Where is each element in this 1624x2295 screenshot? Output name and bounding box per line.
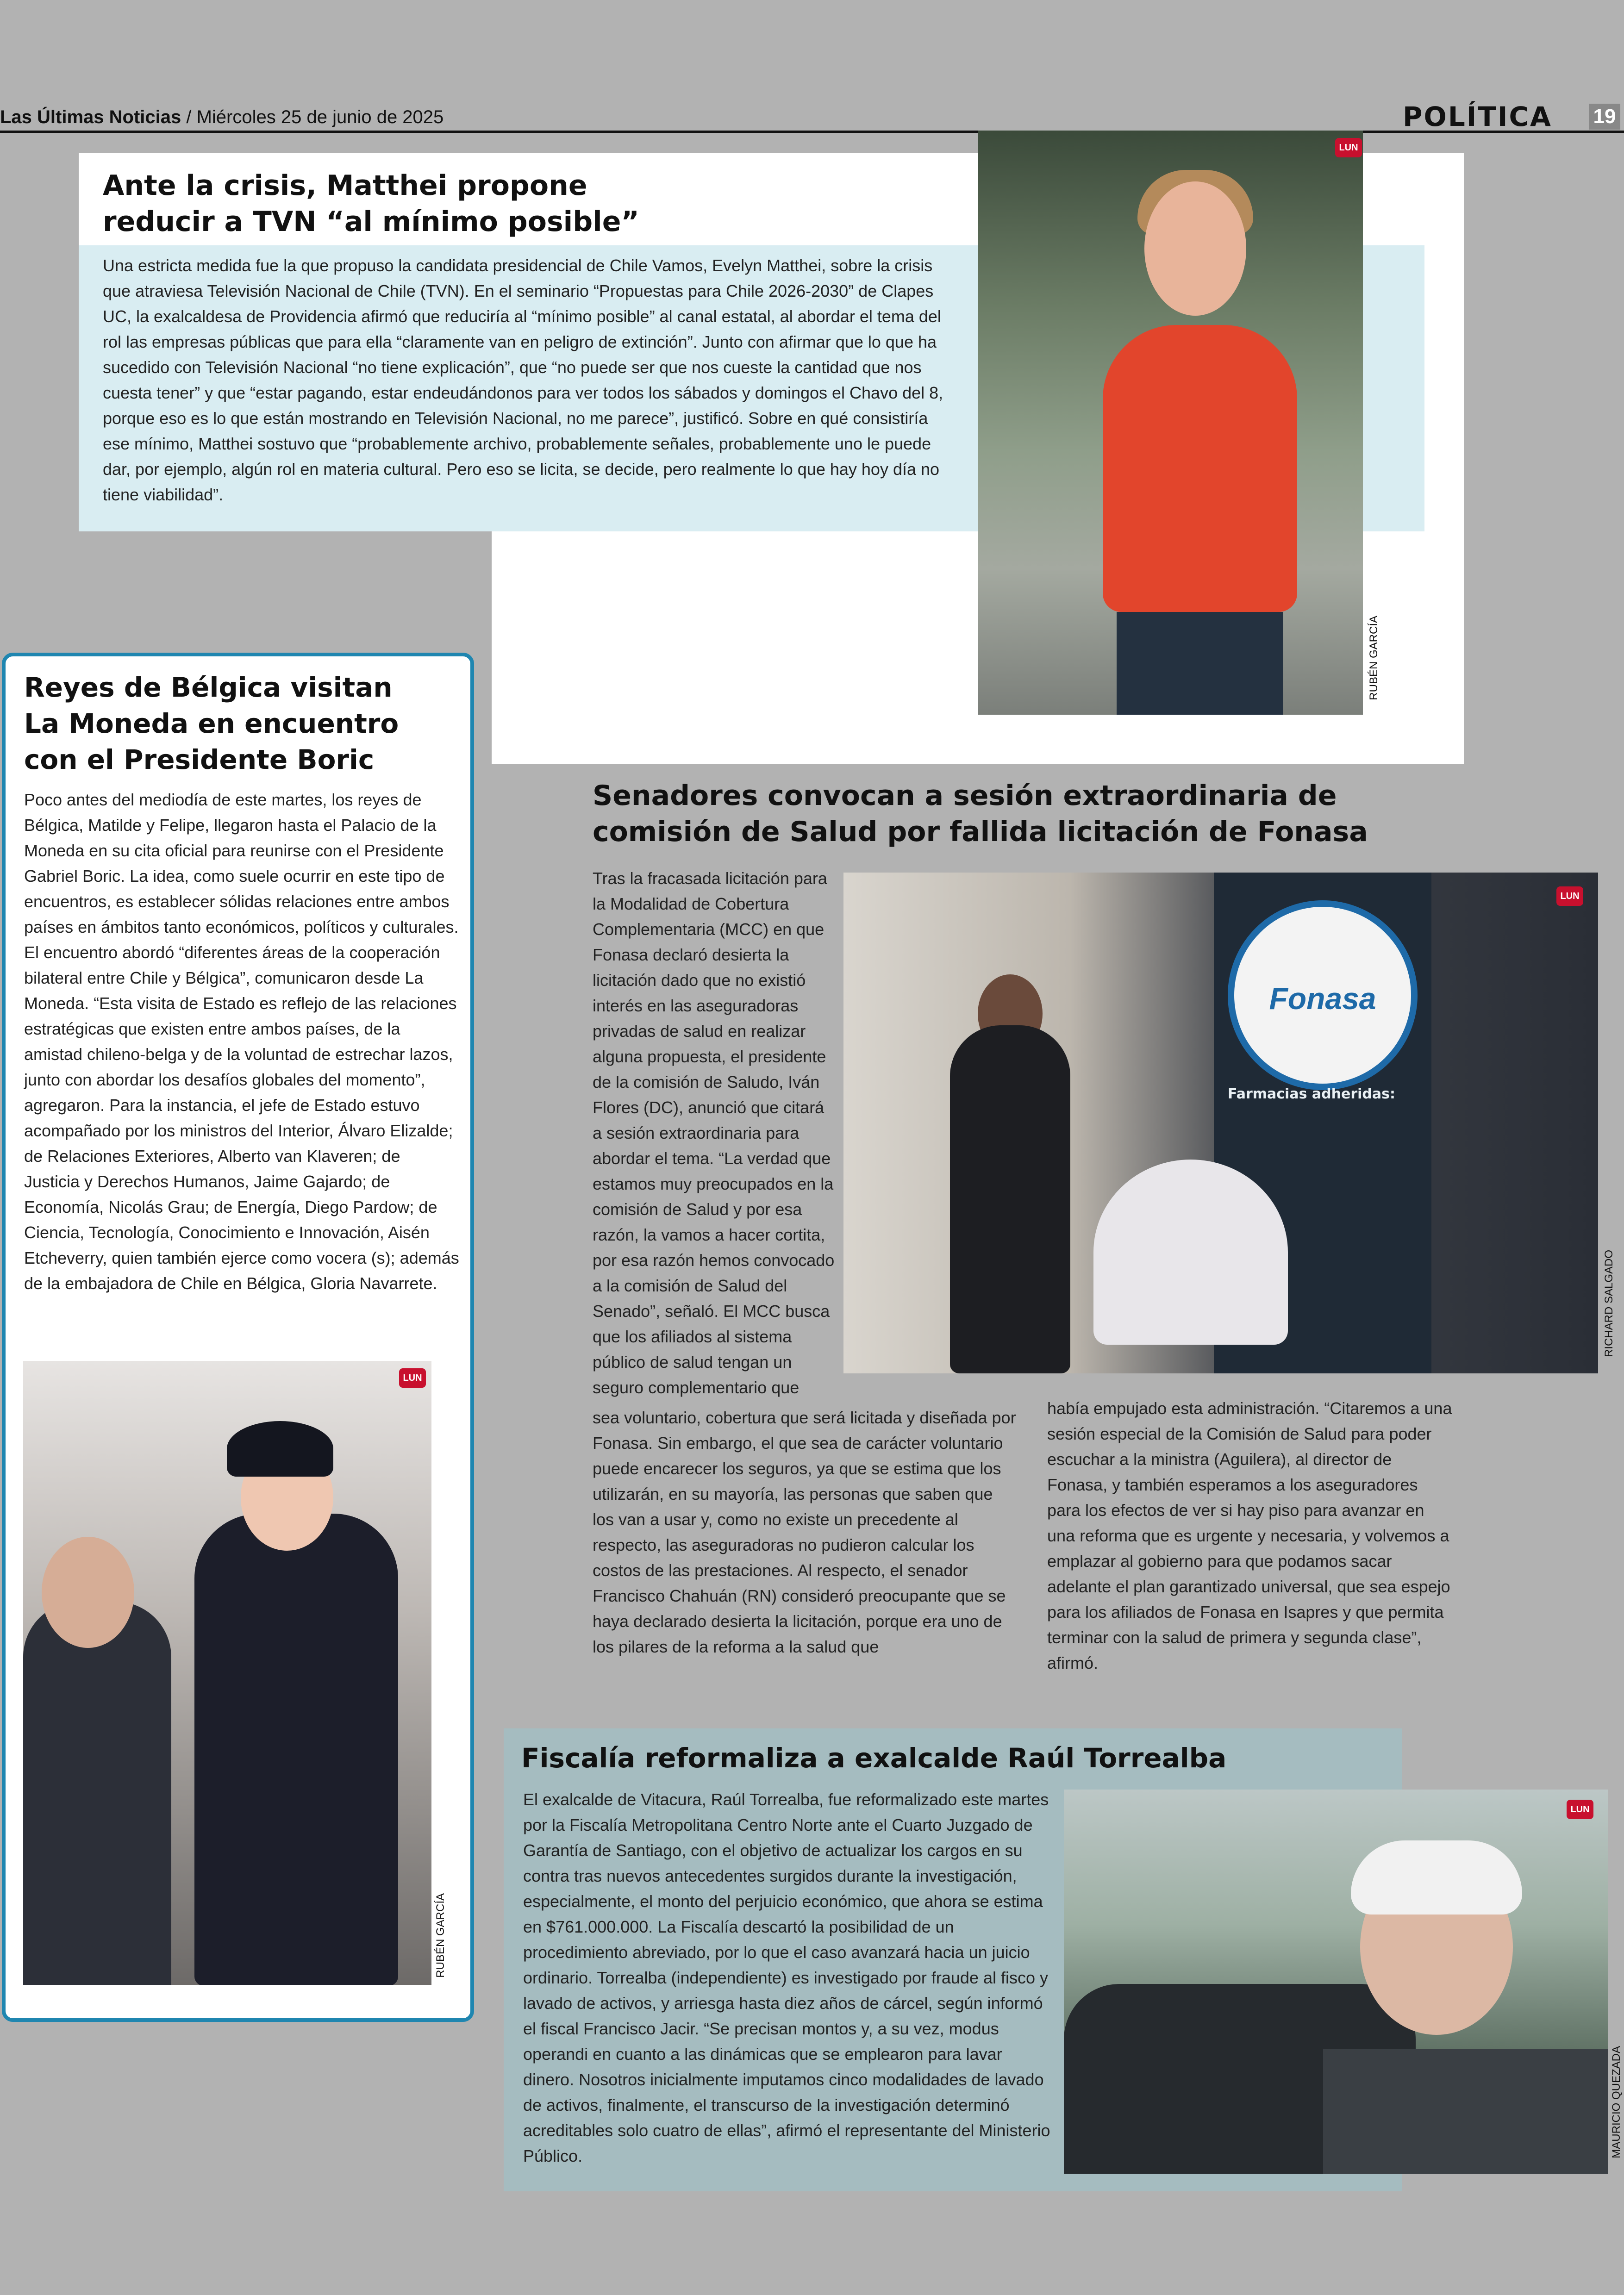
article-fonasa-body-col-2: sea voluntario, cobertura que será licitada y diseñada por Fonasa. Sin embargo, el que sea de carácter voluntario puede encarecer los seguros, ya que se estima que los utilizarán, en su mayoría, las personas que saben que los van a usar y, como no existe un precedente al respecto, las aseguradoras no pudieron calcular los costos de las prestaciones. Al respecto, el senador Francisco Chahuán (RN) consideró preocupante que se haya declarado desierta la licitación, porque era uno de los pilares de la reforma a la salud que [593, 1408, 1016, 1656]
article-belgica-headline [24, 669, 459, 778]
fonasa-logo-icon [1228, 900, 1418, 1090]
photo-woman-shape [950, 1025, 1070, 1373]
lun-badge-icon: LUN [1335, 138, 1362, 157]
torrealba-photo [1064, 1790, 1608, 2174]
photo-head-shape [1144, 181, 1246, 316]
article-fonasa-body-col-3: había empujado esta administración. “Citaremos a una sesión especial de la Comisión de Salud para poder escuchar a la ministra (Aguilera), al director de Fonasa, y también esperamos a los aseguradores para los efectos de ver si hay piso para avanzar en una reforma que es urgente y necesaria, y volvemos a emplazar al gobierno para que podamos sacar adelante el plan garantizado universal, que sea espejo para los afiliados de Fonasa en Isapres y que permita terminar con la salud de primera y segunda clase”, afirmó. [1047, 1399, 1452, 1672]
article-matthei-body: Una estricta medida fue la que propuso la candidata presidencial de Chile Vamos, Evelyn Matthei, sobre la crisis que atraviesa Televisión Nacional de Chile (TVN). En el seminario “Propuestas para Chile 2026-2030” de Clapes UC, la exalcaldesa de Providencia afirmó que reduciría al “mínimo posible” al canal estatal, al abordar el tema del rol las empresas públicas que para ella “claramente van en peligro de extinción”. Junto con afirmar que lo que ha sucedido con Televisión Nacional “no tiene explicación”, que “no puede ser que nos cueste la cantidad que nos cuesta tener” y que “estar pagando, estar endeudándonos para ver todos los sábados y domingos el Chavo del 8, porque eso es lo que están mostrando en Televisión Nacional, no me parece”, justificó. Sobre en qué consistiría ese mínimo, Matthei sostuvo que “probablemente archivo, probablemente señales, probablemente uno le puede dar, por ejemplo, algún rol en materia cultural. Pero eso se licita, se decide, pero realmente lo que hay hoy día no tiene viabilidad”. [103, 256, 943, 504]
masthead-rule [0, 131, 1624, 133]
belgica-photo [23, 1361, 431, 1985]
article-fonasa-headline-line-1: Senadores convocan a sesión extraordinaria de [593, 780, 1337, 812]
lun-badge-icon: LUN [1567, 1800, 1593, 1819]
photo-credit-fonasa: RICHARD SALGADO [1603, 1250, 1615, 1358]
article-torrealba-headline: Fiscalía reformaliza a exalcalde Raúl Torrealba [521, 1742, 1227, 1774]
fonasa-logo-text: Fonasa [1269, 981, 1376, 1016]
photo-credit-torrealba: MAURICIO QUEZADA [1610, 2046, 1623, 2158]
photo-credit-matthei: RUBÉN GARCÍA [1368, 616, 1380, 700]
page-number: 19 [1589, 104, 1620, 130]
article-belgica-headline-line-2: La Moneda en encuentro [24, 708, 399, 739]
fonasa-photo [843, 873, 1598, 1373]
article-fonasa-body-col-1: Tras la fracasada licitación para la Modalidad de Cobertura Complementaria (MCC) en que Fonasa declaró desierta la licitación dado que no existió interés en las aseguradoras privadas de salud en realizar alguna propuesta, el presidente de la comisión de Saludo, Iván Flores (DC), anunció que citará a sesión extraordinaria para abordar el tema. “La verdad que estamos muy preocupados en la comisión de Salud y por esa razón, la vamos a hacer cortita, por esa razón hemos convocado a la comisión de Salud del Senado”, señaló. El MCC busca que los afiliados al sistema público de salud tengan un seguro complementario que [593, 869, 835, 1397]
photo-man-hair-shape [1351, 1840, 1522, 1915]
article-matthei-headline [103, 168, 705, 240]
photo-man-head-shape [42, 1537, 134, 1648]
photo-car-shape [1323, 2049, 1608, 2174]
section-title: POLÍTICA [1403, 101, 1552, 132]
article-matthei-headline-line-2: reducir a TVN “al mínimo posible” [103, 206, 639, 238]
photo-man-shape [23, 1602, 171, 1985]
photo-stroller-shape [1093, 1160, 1288, 1345]
article-belgica-body: Poco antes del mediodía de este martes, los reyes de Bélgica, Matilde y Felipe, llegaron hasta el Palacio de la Moneda en su cita oficial para reunirse con el Presidente Gabriel Boric. La idea, como suele ocurrir en este tipo de encuentros, es establecer sólidas relaciones entre ambos países en ámbitos tanto económicos, políticos y culturales. El encuentro abordó “diferentes áreas de la cooperación bilateral entre Chile y Bélgica”, comunicaron desde La Moneda. “Esta visita de Estado es reflejo de las relaciones estratégicas que existen entre ambos países, de la amistad chileno-belga y de la voluntad de estrechar lazos, junto con abordar los desafíos globales del momento”, agregaron. Para la instancia, el jefe de Estado estuvo acompañado por los ministros del Interior, Álvaro Elizalde; de Relaciones Exteriores, Alberto van Klaveren; de Justicia y Derechos Humanos, Jaime Gajardo; de Economía, Nicolás Grau; de Energía, Diego Pardow; de Ciencia, Tecnología, Conocimiento e Innovación, Aisén Etcheverry, quien también ejerce como vocera (s); además de la embajadora de Chile en Bélgica, Gloria Navarrete. [24, 790, 459, 1293]
article-belgica-headline-line-3: con el Presidente Boric [24, 744, 375, 775]
matthei-photo [978, 131, 1363, 715]
photo-coat-shape [194, 1514, 398, 1985]
masthead-left [0, 106, 443, 129]
article-matthei-headline-line-1: Ante la crisis, Matthei propone [103, 169, 587, 202]
fonasa-sign-text: Farmacias adheridas: [1228, 1086, 1395, 1102]
photo-jacket-shape [1103, 325, 1297, 612]
masthead-separator: / [181, 107, 197, 127]
article-fonasa-headline-line-2: comisión de Salud por fallida licitación de Fonasa [593, 816, 1368, 848]
issue-date: Miércoles 25 de junio de 2025 [196, 107, 444, 127]
photo-credit-belgica: RUBÉN GARCÍA [434, 1893, 447, 1978]
lun-badge-icon: LUN [399, 1368, 426, 1388]
article-belgica-headline-line-1: Reyes de Bélgica visitan [24, 672, 393, 703]
photo-hat-shape [227, 1421, 333, 1477]
article-torrealba-body: El exalcalde de Vitacura, Raúl Torrealba, fue reformalizado este martes por la Fiscalía Metropolitana Centro Norte ante el Cuarto Juzgado de Garantía de Santiago, con el objetivo de actualizar los cargos en su contra tras nuevos antecedentes surgidos durante la investigación, especialmente, el monto del perjuicio económico, que ahora se estima en $761.000.000. La Fiscalía descartó la posibilidad de un procedimiento abreviado, por lo que el caso avanzará hacia un juicio ordinario. Torrealba (independiente) es investigado por fraude al fisco y lavado de activos, y arriesga hasta diez años de cárcel, según informó el fiscal Francisco Jacir. “Se precisan montos y, a su vez, modus operandi en cuanto a las dinámicas que se emplearon para lavar dinero. Nosotros inicialmente imputamos cinco modalidades de lavado de activos, finalmente, el transcurso de la investigación determinó acreditables solo cuatro de ellas”, afirmó el representante del Ministerio Público. [523, 1790, 1050, 2165]
photo-pants-shape [1117, 612, 1283, 715]
paper-name: Las Últimas Noticias [0, 107, 181, 127]
article-fonasa-headline [593, 778, 1481, 850]
lun-badge-icon: LUN [1556, 886, 1583, 906]
